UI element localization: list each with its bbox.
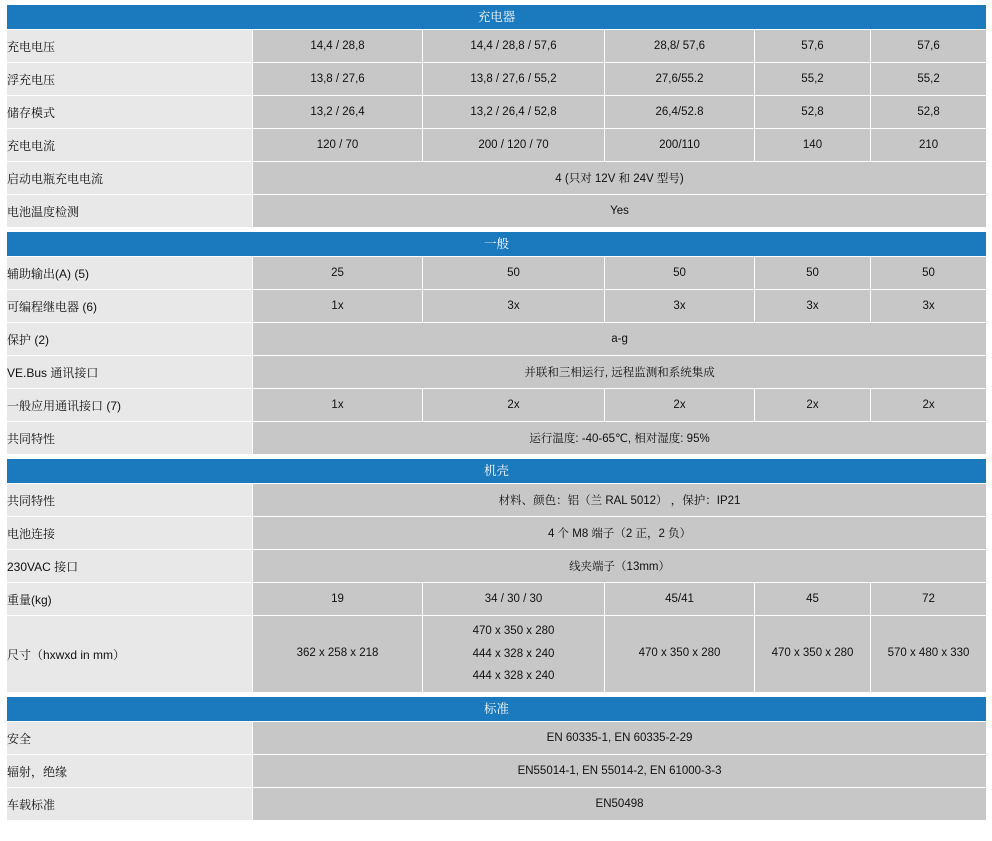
row-value-span: 4 (只对 12V 和 24V 型号) (253, 162, 987, 195)
row-value: 2x (755, 389, 871, 422)
table-row (7, 550, 987, 583)
row-label: 储存模式 (7, 96, 253, 129)
row-value: 200 / 120 / 70 (423, 129, 605, 162)
row-label: 电池连接 (7, 517, 253, 550)
row-value: 28,8/ 57,6 (605, 30, 755, 63)
row-label: VE.Bus 通讯接口 (7, 356, 253, 389)
row-value: 26,4/52.8 (605, 96, 755, 129)
row-label: 安全 (7, 722, 253, 755)
row-value-span: 运行温度: -40-65℃, 相对湿度: 95% (253, 422, 987, 455)
row-label: 辅助输出(A) (5) (7, 257, 253, 290)
section-header-row (7, 5, 987, 30)
row-value: 14,4 / 28,8 (253, 30, 423, 63)
section-title: 充电器 (7, 5, 987, 30)
row-value-span: EN55014-1, EN 55014-2, EN 61000-3-3 (253, 755, 987, 788)
row-value: 52,8 (755, 96, 871, 129)
row-value: 570 x 480 x 330 (871, 616, 987, 693)
row-label: 保护 (2) (7, 323, 253, 356)
row-label: 启动电瓶充电电流 (7, 162, 253, 195)
row-value: 13,8 / 27,6 (253, 63, 423, 96)
table-row (7, 583, 987, 616)
row-value: 57,6 (871, 30, 987, 63)
table-row (7, 323, 987, 356)
row-label: 充电电流 (7, 129, 253, 162)
row-label: 230VAC 接口 (7, 550, 253, 583)
row-value: 470 x 350 x 280 (605, 616, 755, 693)
table-row (7, 422, 987, 455)
section-title: 一般 (7, 232, 987, 257)
row-value: 3x (871, 290, 987, 323)
row-value-line: 470 x 350 x 280 (472, 625, 555, 638)
row-value: 25 (253, 257, 423, 290)
row-value-span: 并联和三相运行, 远程监测和系统集成 (253, 356, 987, 389)
section-title: 标准 (7, 697, 987, 722)
table-row (7, 788, 987, 821)
section-header-row (7, 232, 987, 257)
row-value: 27,6/55.2 (605, 63, 755, 96)
row-value: 50 (605, 257, 755, 290)
table-row (7, 389, 987, 422)
row-value-span: EN 60335-1, EN 60335-2-29 (253, 722, 987, 755)
row-value: 3x (605, 290, 755, 323)
row-value: 2x (871, 389, 987, 422)
row-label: 重量(kg) (7, 583, 253, 616)
row-value (423, 616, 605, 693)
row-value: 72 (871, 583, 987, 616)
row-label: 共同特性 (7, 484, 253, 517)
row-value: 52,8 (871, 96, 987, 129)
section-title: 机壳 (7, 459, 987, 484)
row-value-span: EN50498 (253, 788, 987, 821)
table-row (7, 162, 987, 195)
section-header-row (7, 459, 987, 484)
table-row (7, 484, 987, 517)
row-value-line: 444 x 328 x 240 (472, 647, 555, 660)
row-label: 尺寸（hxwxd in mm） (7, 616, 253, 693)
row-value: 55,2 (871, 63, 987, 96)
row-value-span: 线夹端子（13mm） (253, 550, 987, 583)
row-value-span: 材料、颜色：铝（兰 RAL 5012） ，保护：IP21 (253, 484, 987, 517)
row-value: 3x (755, 290, 871, 323)
row-value: 470 x 350 x 280 (755, 616, 871, 693)
row-value: 57,6 (755, 30, 871, 63)
row-value: 1x (253, 389, 423, 422)
row-value: 50 (755, 257, 871, 290)
row-label: 浮充电压 (7, 63, 253, 96)
table-row (7, 30, 987, 63)
row-value-span: a-g (253, 323, 987, 356)
table-row (7, 755, 987, 788)
row-value: 140 (755, 129, 871, 162)
row-value-line: 444 x 328 x 240 (472, 670, 555, 683)
row-label: 充电电压 (7, 30, 253, 63)
row-value-span: Yes (253, 195, 987, 228)
row-label: 一般应用通讯接口 (7) (7, 389, 253, 422)
table-row (7, 129, 987, 162)
row-value: 19 (253, 583, 423, 616)
table-row (7, 356, 987, 389)
table-row (7, 257, 987, 290)
section-header-row (7, 697, 987, 722)
row-value: 13,2 / 26,4 (253, 96, 423, 129)
row-value: 45/41 (605, 583, 755, 616)
table-row (7, 63, 987, 96)
row-value: 2x (423, 389, 605, 422)
row-value: 362 x 258 x 218 (253, 616, 423, 693)
row-value: 50 (423, 257, 605, 290)
table-row (7, 290, 987, 323)
row-label: 电池温度检测 (7, 195, 253, 228)
table-row (7, 96, 987, 129)
row-value: 14,4 / 28,8 / 57,6 (423, 30, 605, 63)
table-row (7, 195, 987, 228)
row-value: 34 / 30 / 30 (423, 583, 605, 616)
row-value: 200/110 (605, 129, 755, 162)
row-value: 2x (605, 389, 755, 422)
specification-table (6, 4, 987, 821)
row-value: 13,2 / 26,4 / 52,8 (423, 96, 605, 129)
table-body (7, 5, 987, 821)
row-value: 1x (253, 290, 423, 323)
row-value: 50 (871, 257, 987, 290)
row-value: 13,8 / 27,6 / 55,2 (423, 63, 605, 96)
row-value: 120 / 70 (253, 129, 423, 162)
row-label: 可编程继电器 (6) (7, 290, 253, 323)
row-value: 3x (423, 290, 605, 323)
row-value-span: 4 个 M8 端子（2 正，2 负） (253, 517, 987, 550)
table-row (7, 722, 987, 755)
table-row (7, 616, 987, 693)
row-value: 45 (755, 583, 871, 616)
row-label: 辐射，绝缘 (7, 755, 253, 788)
row-value: 55,2 (755, 63, 871, 96)
table-row (7, 517, 987, 550)
row-label: 车载标准 (7, 788, 253, 821)
row-value: 210 (871, 129, 987, 162)
row-label: 共同特性 (7, 422, 253, 455)
